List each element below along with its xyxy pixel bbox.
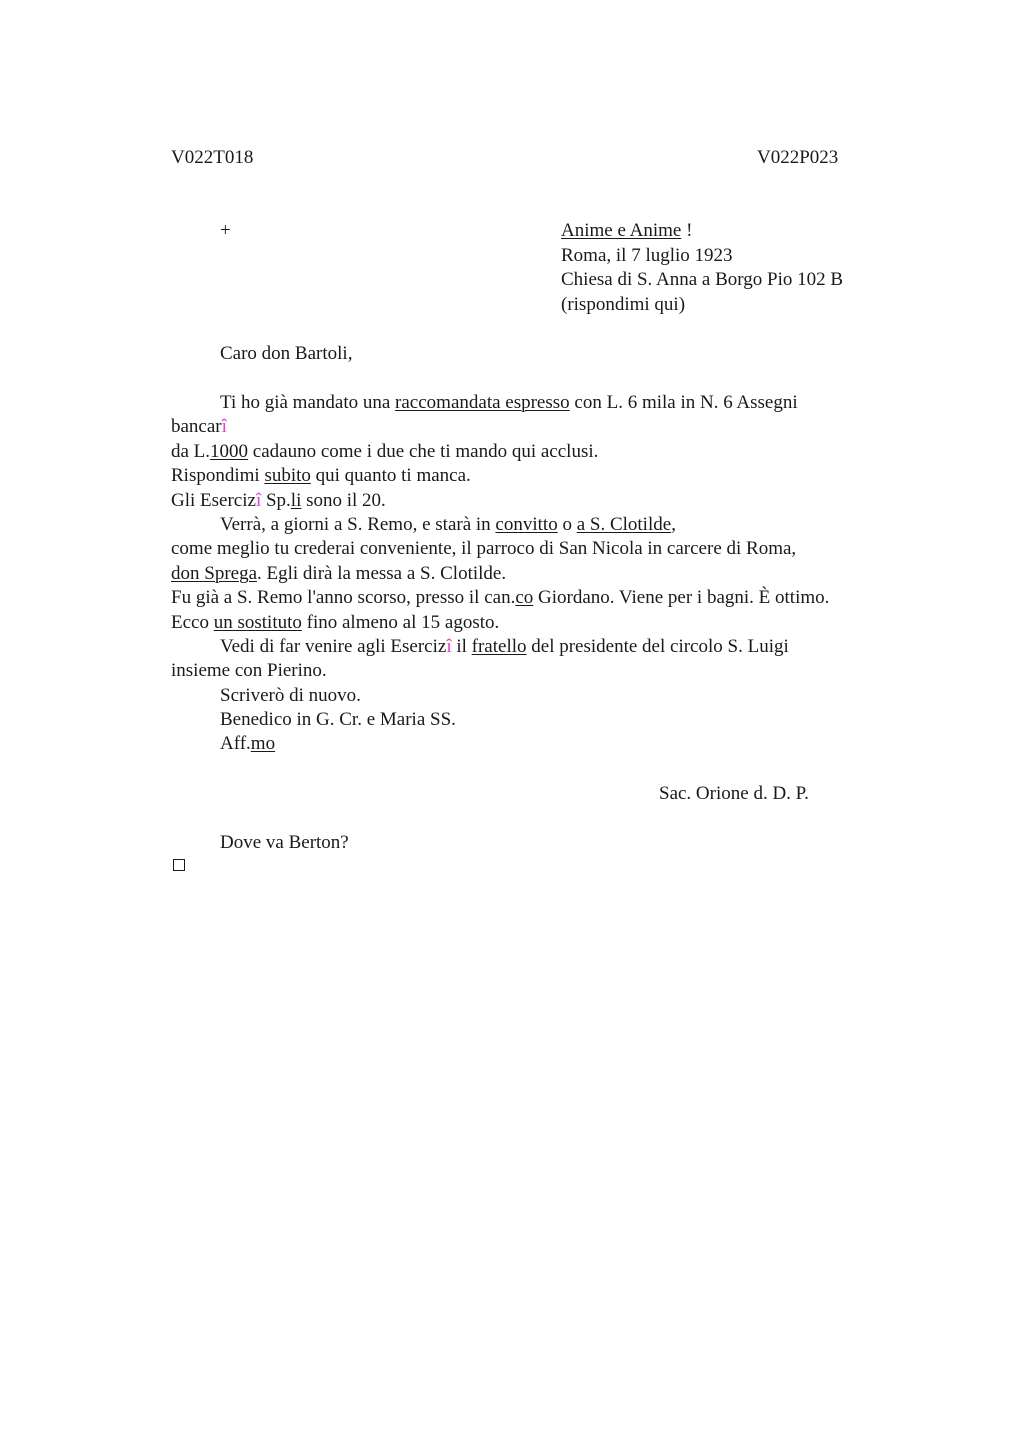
text-run: o [557, 513, 577, 535]
body-line: insieme con Pierino. [171, 660, 327, 682]
body-line: come meglio tu crederai conveniente, il parroco di San Nicola in carcere di Roma, [171, 538, 797, 560]
text-run: sono il 20. [301, 489, 386, 511]
body-line [220, 635, 829, 659]
highlighted-char: î [221, 416, 227, 438]
underlined-text: fratello [471, 635, 527, 657]
underlined-text: a S. Clotilde [576, 513, 672, 535]
body-line [171, 415, 829, 439]
text-run: Rispondimi [171, 465, 265, 487]
letter-heading [561, 219, 843, 317]
underlined-text: co [515, 587, 534, 609]
body-line [220, 513, 829, 537]
text-run: Ecco [171, 611, 214, 633]
text-run: Aff. [220, 733, 251, 755]
motto-line [561, 219, 843, 244]
text-run: , [671, 513, 676, 535]
letter-body [171, 391, 829, 757]
body-line [171, 586, 829, 610]
text-run: il [451, 635, 472, 657]
text-run: con L. 6 mila in N. 6 Assegni [569, 392, 798, 413]
motto-mark: ! [681, 220, 693, 241]
body-line: Benedico in G. Cr. e Maria SS. [220, 709, 456, 731]
highlighted-char: î [255, 489, 262, 511]
underlined-text: raccomandata espresso [395, 392, 570, 413]
signature: Sac. Orione d. D. P. [659, 783, 809, 804]
postscript: Dove va Berton? [220, 832, 349, 853]
motto: Animе e Anime [561, 220, 682, 241]
text-run: del presidente del circolo S. Luigi [526, 635, 789, 657]
reply-note: (rispondimi qui) [561, 293, 686, 315]
cross-mark: + [220, 220, 231, 241]
square-outline-icon [173, 859, 185, 871]
text-run: Sp. [261, 489, 291, 511]
text-run: Giordano. Viene per i bagni. È ottimo. [533, 587, 830, 609]
underlined-text: li [290, 489, 302, 511]
text-run: da L. [171, 440, 211, 462]
text-run: qui quanto ti manca. [310, 465, 471, 487]
document-code-left: V022T018 [171, 147, 254, 168]
salutation: Caro don Bartoli, [220, 343, 353, 364]
body-line: Scriverò di nuovo. [220, 684, 361, 706]
text-run: . Egli dirà la messa a S. Clotilde. [257, 562, 507, 584]
underlined-text: don Sprega [171, 562, 258, 584]
body-line [171, 611, 829, 635]
underlined-text: un sostituto [213, 611, 302, 633]
text-run: Verrà, a giorni a S. Remo, e starà in [220, 513, 496, 535]
underlined-text: 1000 [210, 440, 249, 462]
text-run: bancar [171, 416, 222, 438]
highlighted-char: î [446, 635, 452, 657]
body-line [220, 732, 829, 756]
text-run: Fu già a S. Remo l'anno scorso, presso il can. [171, 587, 516, 609]
text-run: Ti ho già mandato una [220, 392, 396, 413]
underlined-text: mo [250, 733, 276, 755]
date-line: Roma, il 7 luglio 1923 [561, 244, 733, 266]
text-run: Gli Eserciz [171, 489, 256, 511]
text-run: Vedi di far venire agli Eserciz [220, 635, 447, 657]
address-line: Chiesa di S. Anna a Borgo Pio 102 B [561, 269, 844, 290]
body-line [171, 440, 829, 464]
document-code-right: V022P023 [757, 147, 839, 168]
underlined-text: subito [264, 465, 311, 487]
body-line [171, 464, 829, 488]
text-run: cadauno come i due che ti mando qui acclusi. [248, 440, 599, 462]
body-line [171, 562, 829, 586]
text-run: fino almeno al 15 agosto. [301, 611, 500, 633]
body-line [220, 391, 829, 415]
body-line [171, 489, 829, 513]
underlined-text: convitto [495, 513, 558, 535]
